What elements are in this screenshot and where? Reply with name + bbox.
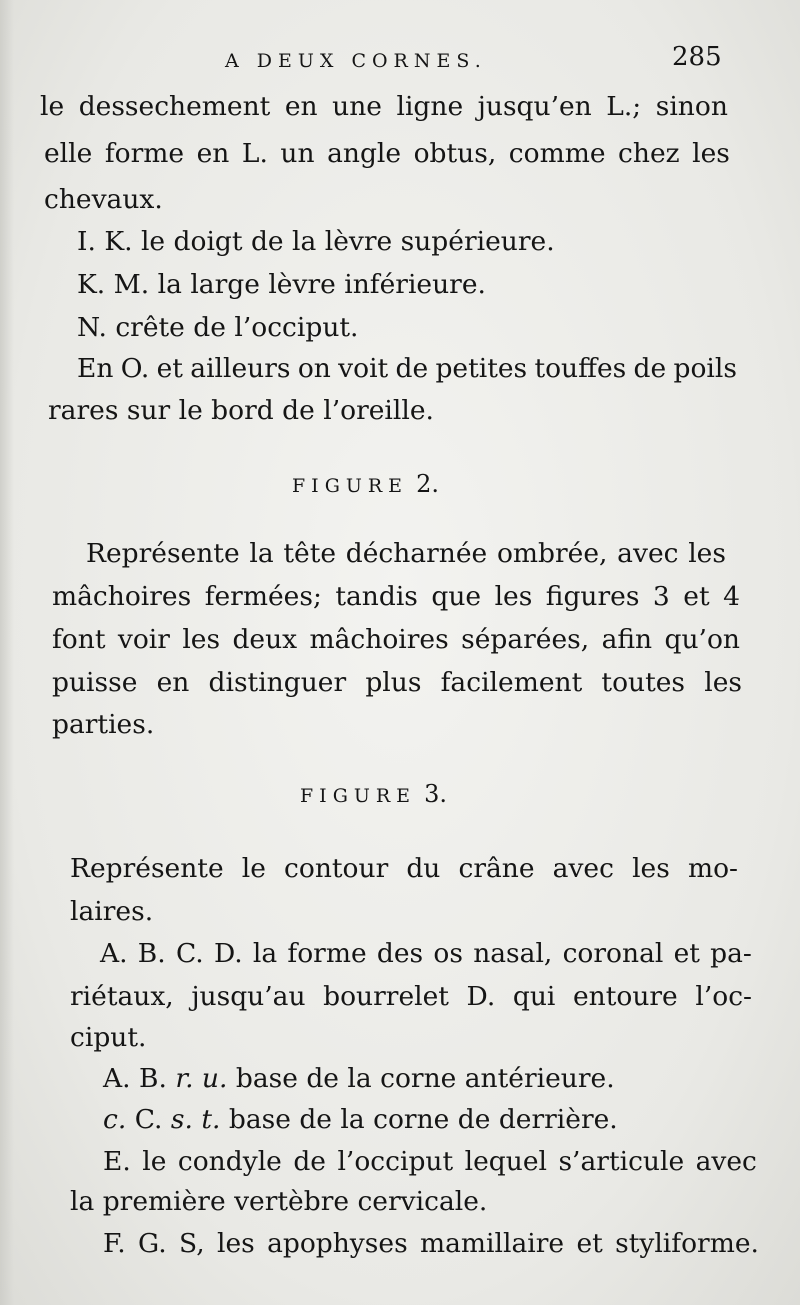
page-number: 285 xyxy=(672,42,722,72)
text-line: riétaux, jusqu’au bourrelet D. qui entoure l’oc- xyxy=(70,981,752,1012)
label-c: c. xyxy=(103,1104,127,1135)
running-title: A DEUX CORNES. xyxy=(225,50,487,72)
text-line: laires. xyxy=(70,896,154,927)
text-line: font voir les deux mâchoires séparées, afin qu’on xyxy=(52,624,740,655)
text-line: N. crête de l’occiput. xyxy=(77,312,359,343)
text-line: elle forme en L. un angle obtus, comme chez les xyxy=(44,138,730,169)
label-C: C. xyxy=(134,1104,163,1135)
text-cc: base de la corne de derrière. xyxy=(228,1104,618,1135)
text-line: ciput. xyxy=(70,1022,147,1053)
text-line: A. B. C. D. la forme des os nasal, coronal et pa- xyxy=(100,938,752,969)
text-line: parties. xyxy=(52,709,155,740)
text-line xyxy=(103,1062,615,1096)
page-edge-shadow xyxy=(0,0,14,1305)
text-ab: base de la corne antérieure. xyxy=(235,1063,615,1094)
text-line: le dessechement en une ligne jusqu’en L.; sinon xyxy=(40,91,728,122)
text-line: chevaux. xyxy=(44,184,163,215)
text-line: I. K. le doigt de la lèvre supérieure. xyxy=(77,226,555,257)
text-line: E. le condyle de l’occiput lequel s’articule avec xyxy=(103,1146,757,1177)
figure-label: FIGURE xyxy=(292,475,409,497)
text-line: En O. et ailleurs on voit de petites touffes de poils xyxy=(77,353,737,384)
figure-label: FIGURE xyxy=(300,785,417,807)
label-ab: A. B. xyxy=(103,1063,167,1094)
text-line: puisse en distinguer plus facilement toutes les xyxy=(52,667,742,698)
label-st: s. t. xyxy=(170,1104,221,1135)
figure-3-heading xyxy=(300,780,447,808)
text-line: K. M. la large lèvre inférieure. xyxy=(77,269,486,300)
text-line: Représente le contour du crâne avec les mo- xyxy=(70,853,738,884)
text-line: F. G. S, les apophyses mamillaire et styliforme. xyxy=(103,1228,759,1259)
figure-number: 2. xyxy=(416,470,439,498)
text-line: Représente la tête décharnée ombrée, avec les xyxy=(86,538,726,569)
label-ru: r. u. xyxy=(175,1063,228,1094)
figure-2-heading xyxy=(292,470,439,498)
figure-number: 3. xyxy=(424,780,447,808)
text-line: mâchoires fermées; tandis que les figures 3 et 4 xyxy=(52,581,740,612)
text-line: la première vertèbre cervicale. xyxy=(70,1186,488,1217)
text-line xyxy=(103,1103,618,1137)
text-line: rares sur le bord de l’oreille. xyxy=(48,395,434,426)
